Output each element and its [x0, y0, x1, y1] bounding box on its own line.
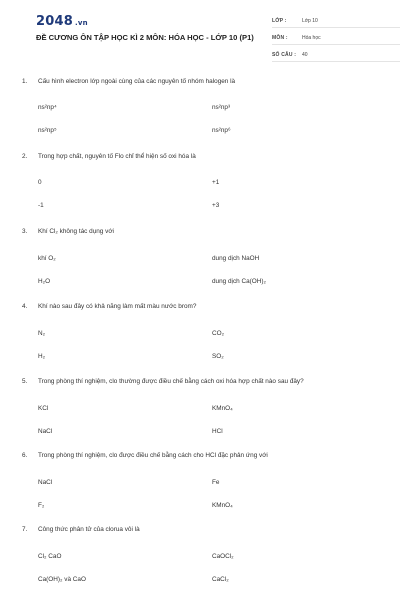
- question-number: 6.: [22, 452, 28, 459]
- question-text: [22, 303, 382, 310]
- question-item: [22, 78, 382, 134]
- meta-value: Lớp 10: [302, 17, 318, 24]
- question-text: [22, 153, 382, 160]
- question-stem: Trong hợp chất, nguyên tố Flo chỉ thể hiện số oxi hóa là: [38, 153, 196, 160]
- answer-option[interactable]: H₂O: [38, 278, 51, 285]
- question-number: 5.: [22, 378, 28, 385]
- question-number: 2.: [22, 153, 28, 160]
- question-item: [22, 452, 382, 509]
- meta-row-subject: [272, 31, 400, 45]
- logo-text: 2048: [36, 14, 73, 29]
- meta-row-count: [272, 48, 400, 62]
- answer-option[interactable]: N₂: [38, 330, 46, 337]
- question-stem: Khí nào sau đây có khả năng làm mất màu nước brom?: [38, 303, 197, 310]
- question-number: 3.: [22, 228, 28, 235]
- question-number: 7.: [22, 526, 28, 533]
- answer-option[interactable]: CaOCl₂: [212, 553, 234, 560]
- answer-option[interactable]: SO₂: [212, 353, 224, 360]
- question-item: [22, 303, 382, 360]
- question-stem: Trong phòng thí nghiệm, clo được điều chế bằng cách cho HCl đặc phản ứng với: [38, 452, 268, 459]
- meta-label: MÔN :: [272, 34, 288, 41]
- question-text: [22, 78, 382, 85]
- question-stem: Trong phòng thí nghiệm, clo thường được điều chế bằng cách oxi hóa hợp chất nào sau đây?: [38, 378, 304, 385]
- question-item: [22, 153, 382, 209]
- answer-option[interactable]: ns²np³: [212, 104, 231, 111]
- document-meta: [272, 14, 400, 65]
- answer-option[interactable]: NaCl: [38, 479, 53, 486]
- answer-option[interactable]: +1: [212, 179, 220, 186]
- question-stem: Công thức phân tử của clorua vôi là: [38, 526, 140, 533]
- answer-option[interactable]: ns²np⁶: [212, 127, 231, 134]
- meta-value: 40: [302, 51, 308, 58]
- answer-option[interactable]: dung dịch NaOH: [212, 255, 260, 262]
- question-text: [22, 378, 382, 385]
- site-logo[interactable]: [36, 14, 88, 29]
- document-title: ĐỀ CƯƠNG ÔN TẬP HỌC KÌ 2 MÔN: HÓA HỌC - LỚP 10 (P1): [36, 33, 254, 42]
- meta-value: Hóa học: [302, 34, 321, 41]
- question-item: [22, 526, 382, 583]
- answer-option[interactable]: NaCl: [38, 428, 53, 435]
- answer-option[interactable]: khí O₂: [38, 255, 56, 262]
- question-number: 4.: [22, 303, 28, 310]
- answer-option[interactable]: Ca(OH)₂ và CaO: [38, 576, 86, 583]
- meta-label: SỐ CÂU :: [272, 51, 297, 58]
- question-item: [22, 378, 382, 435]
- answer-option[interactable]: F₂: [38, 502, 45, 509]
- answer-option[interactable]: 0: [38, 179, 42, 186]
- meta-label: LỚP :: [272, 17, 287, 24]
- question-item: [22, 228, 382, 285]
- meta-row-class: [272, 14, 400, 28]
- answer-option[interactable]: KMnO₄: [212, 502, 233, 509]
- answer-option[interactable]: H₂: [38, 353, 46, 360]
- answer-option[interactable]: ns²np⁴: [38, 104, 57, 111]
- answer-option[interactable]: CO₂: [212, 330, 225, 337]
- answer-option[interactable]: ns²np⁵: [38, 127, 57, 134]
- answer-option[interactable]: CaCl₂: [212, 576, 229, 583]
- question-text: [22, 452, 382, 459]
- answer-option[interactable]: Cl₂ CaO: [38, 553, 62, 560]
- document-header: [18, 0, 382, 62]
- answer-option[interactable]: -1: [38, 202, 44, 209]
- answer-option[interactable]: KCl: [38, 405, 49, 412]
- question-text: [22, 526, 382, 533]
- question-stem: Khí Cl₂ không tác dụng với: [38, 228, 114, 235]
- answer-option[interactable]: KMnO₄: [212, 405, 233, 412]
- question-text: [22, 228, 382, 235]
- question-number: 1.: [22, 78, 28, 85]
- answer-option[interactable]: Fe: [212, 479, 220, 486]
- logo-suffix: .vn: [74, 19, 88, 27]
- question-stem: Cấu hình electron lớp ngoài cùng của các nguyên tố nhóm halogen là: [38, 78, 236, 85]
- answer-option[interactable]: +3: [212, 202, 220, 209]
- answer-option[interactable]: dung dịch Ca(OH)₂: [212, 278, 266, 285]
- answer-option[interactable]: HCl: [212, 428, 223, 435]
